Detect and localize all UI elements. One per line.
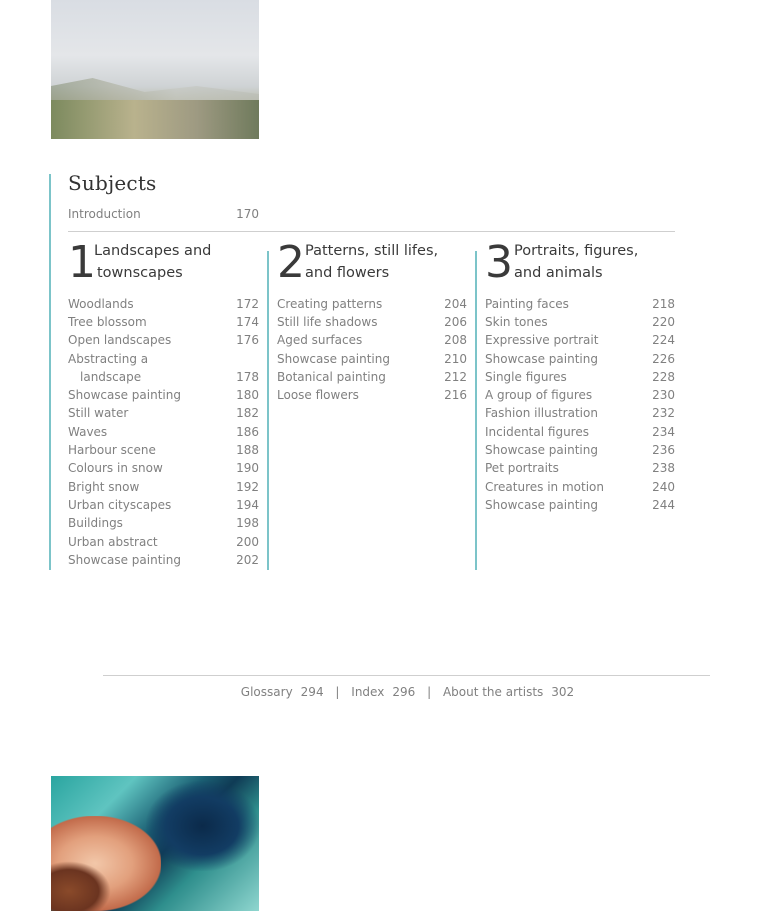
toc-page: 186 <box>236 425 259 439</box>
toc-page: 218 <box>652 297 675 311</box>
toc-entry[interactable]: Abstracting a <box>68 352 149 366</box>
toc-page: 216 <box>444 388 467 402</box>
toc-entry[interactable]: Showcase painting <box>485 498 598 512</box>
toc-entry[interactable]: Painting faces <box>485 297 569 311</box>
toc-entry[interactable]: Still life shadows <box>277 315 378 329</box>
toc-entry[interactable]: Open landscapes <box>68 333 172 347</box>
toc-entry[interactable]: Incidental figures <box>485 425 589 439</box>
toc-page: 206 <box>444 315 467 329</box>
toc-entry[interactable]: Botanical painting <box>277 370 386 384</box>
toc-page: 212 <box>444 370 467 384</box>
toc-entry[interactable]: Buildings <box>68 516 123 530</box>
toc-entry[interactable]: Single figures <box>485 370 567 384</box>
footer-separator: | <box>427 685 432 699</box>
toc-entry[interactable]: Waves <box>68 425 108 439</box>
intro-page: 170 <box>236 207 259 221</box>
section-1-number: 1 <box>68 237 96 288</box>
toc-page: 208 <box>444 333 467 347</box>
toc-page: 172 <box>236 297 259 311</box>
toc-entry[interactable]: Woodlands <box>68 297 134 311</box>
toc-entry[interactable]: Urban abstract <box>68 535 158 549</box>
painted-ground <box>51 100 259 139</box>
toc-page: 238 <box>652 461 675 475</box>
toc-page: 188 <box>236 443 259 457</box>
toc-entry[interactable]: Showcase painting <box>68 388 181 402</box>
toc-page: 204 <box>444 297 467 311</box>
accent-bar-section-3 <box>475 251 477 570</box>
toc-entry[interactable]: Urban cityscapes <box>68 498 172 512</box>
section-1-title-line2: townscapes <box>97 265 183 281</box>
toc-entry[interactable]: Pet portraits <box>485 461 559 475</box>
toc-entry[interactable]: Still water <box>68 406 129 420</box>
toc-page: 194 <box>236 498 259 512</box>
toc-entry[interactable]: Showcase painting <box>68 553 181 567</box>
section-2-title-line2: and flowers <box>305 265 390 281</box>
section-3-title-line1: Portraits, figures, <box>514 243 639 259</box>
toc-page: 236 <box>652 443 675 457</box>
toc-page: 182 <box>236 406 259 420</box>
toc-page: 244 <box>652 498 675 512</box>
section-2-number: 2 <box>277 237 305 288</box>
footer-separator: | <box>335 685 340 699</box>
toc-page: 174 <box>236 315 259 329</box>
toc-entry[interactable]: Fashion illustration <box>485 406 598 420</box>
section-3-title-line2: and animals <box>514 265 603 281</box>
toc-entry[interactable]: Tree blossom <box>68 315 147 329</box>
toc-page: 234 <box>652 425 675 439</box>
page-title: Subjects <box>68 171 157 195</box>
toc-page: 176 <box>236 333 259 347</box>
toc-page: 180 <box>236 388 259 402</box>
toc-entry[interactable]: Loose flowers <box>277 388 359 402</box>
toc-page: 198 <box>236 516 259 530</box>
accent-bar-main <box>49 174 51 570</box>
toc-page: 192 <box>236 480 259 494</box>
toc-entry[interactable]: Showcase painting <box>485 352 598 366</box>
toc-entry[interactable]: Harbour scene <box>68 443 156 457</box>
toc-entry[interactable]: Colours in snow <box>68 461 163 475</box>
painted-hair <box>51 861 111 911</box>
index-page: 296 <box>392 685 416 699</box>
toc-entry[interactable]: Expressive portrait <box>485 333 599 347</box>
toc-entry[interactable]: Bright snow <box>68 480 140 494</box>
toc-page: 200 <box>236 535 259 549</box>
about-artists-link[interactable]: About the artists <box>442 685 544 699</box>
index-link[interactable]: Index <box>351 685 385 699</box>
toc-page: 190 <box>236 461 259 475</box>
toc-page: 232 <box>652 406 675 420</box>
painted-dress <box>146 781 259 871</box>
intro-label[interactable]: Introduction <box>68 207 141 221</box>
toc-page: 210 <box>444 352 467 366</box>
figure-painting-image <box>51 776 259 911</box>
footer-divider <box>103 675 710 676</box>
section-1-title-line1: Landscapes and <box>94 243 212 259</box>
toc-page: 178 <box>236 370 259 384</box>
footer-links <box>0 685 758 699</box>
toc-page: 226 <box>652 352 675 366</box>
toc-entry[interactable]: Showcase painting <box>485 443 598 457</box>
toc-entry[interactable]: Creatures in motion <box>485 480 604 494</box>
toc-page: 240 <box>652 480 675 494</box>
landscape-painting-image <box>51 0 259 139</box>
toc-entry[interactable]: Skin tones <box>485 315 548 329</box>
glossary-link[interactable]: Glossary <box>240 685 293 699</box>
divider <box>68 231 675 232</box>
toc-page: 202 <box>236 553 259 567</box>
accent-bar-section-2 <box>267 251 269 570</box>
toc-page: 230 <box>652 388 675 402</box>
section-2-title-line1: Patterns, still lifes, <box>305 243 439 259</box>
toc-page: 220 <box>652 315 675 329</box>
glossary-page: 294 <box>300 685 324 699</box>
toc-page: 228 <box>652 370 675 384</box>
about-artists-page: 302 <box>551 685 575 699</box>
section-3-number: 3 <box>485 237 513 288</box>
toc-entry[interactable]: Creating patterns <box>277 297 383 311</box>
toc-entry-continued[interactable]: landscape <box>80 370 142 384</box>
toc-page: 224 <box>652 333 675 347</box>
toc-entry[interactable]: Showcase painting <box>277 352 390 366</box>
toc-entry[interactable]: A group of figures <box>485 388 593 402</box>
toc-entry[interactable]: Aged surfaces <box>277 333 363 347</box>
